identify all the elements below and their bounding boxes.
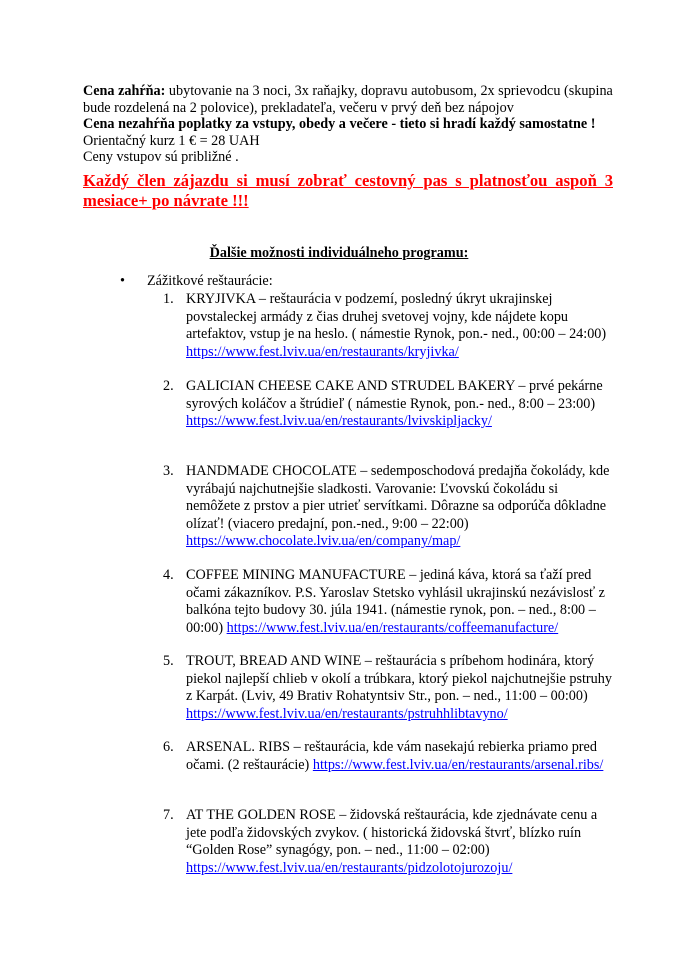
restaurant-link[interactable]: https://www.fest.lviv.ua/en/restaurants/coffeemanufacture/ — [226, 619, 559, 636]
restaurant-description: – sedemposchodová predajňa čokolády, kde vyrábajú najchutnejšie sladkosti. Varovanie: Ľvovskú čokoládu si nemôžete z prstov a pier utrieť servítkami. Dôrazne sa odporúča dôkladne olízať! (viacero predajní, pon.-ned., 9:00 – 22:00) — [186, 463, 610, 532]
price-included-paragraph — [83, 83, 623, 116]
restaurant-description: – prvé pekárne syrových koláčov a štrúdieľ ( námestie Rynok, pon.- ned., 8:00 – 23:00) — [186, 378, 603, 412]
restaurant-link[interactable]: https://www.chocolate.lviv.ua/en/company/map/ — [186, 533, 461, 550]
restaurant-item — [163, 463, 613, 551]
item-number: 5. — [163, 653, 174, 669]
item-number: 4. — [163, 567, 174, 583]
restaurant-description: – jediná káva, ktorá sa ťaží pred očami zákazníkov. P.S. Yaroslav Stetsko vyhlásil ukrajinskú nezávislosť z balkóna tejto budovy 30. júla 1941. (námestie rynok, pon. – ned., 8:00 – 00:00) — [186, 567, 605, 636]
exchange-rate-text: Orientačný kurz 1 € = 28 UAH — [83, 132, 260, 149]
restaurant-description: – reštaurácia, kde vám nasekajú rebierka priamo pred očami. (2 reštaurácie) — [186, 739, 597, 773]
item-number: 2. — [163, 378, 174, 394]
bullet-label: Zážitkové reštaurácie: — [147, 273, 273, 289]
restaurant-item — [163, 291, 613, 361]
price-included-text: ubytovanie na 3 noci, 3x raňajky, dopravu autobusom, 2x sprievodcu (skupina bude rozdelená na 2 polovice), prekladateľa, večeru v prvý deň bez nápojov — [83, 83, 613, 116]
restaurant-link[interactable]: https://www.fest.lviv.ua/en/restaurants/pidzolotojurozoju/ — [186, 859, 513, 876]
restaurant-name: GALICIAN CHEESE CAKE AND STRUDEL BAKERY — [186, 378, 515, 394]
restaurant-name: COFFEE MINING MANUFACTURE — [186, 567, 406, 583]
bullet-icon: • — [120, 273, 125, 289]
item-number: 7. — [163, 807, 174, 823]
passport-warning: Každý člen zájazdu si musí zobrať cestovný pas s platnosťou aspoň 3 mesiace+ po návrate !!! — [83, 171, 613, 210]
restaurant-name: TROUT, BREAD AND WINE — [186, 653, 362, 669]
restaurant-item — [163, 567, 613, 637]
item-number: 1. — [163, 291, 174, 307]
item-number: 3. — [163, 463, 174, 479]
restaurant-link[interactable]: https://www.fest.lviv.ua/en/restaurants/lvivskipljacky/ — [186, 413, 492, 430]
restaurant-name: ARSENAL. RIBS — [186, 739, 291, 755]
restaurant-name: KRYJIVKA — [186, 291, 256, 307]
restaurant-description: – reštaurácia s príbehom hodinára, ktorý piekol najlepší chlieb v okolí a trúbkara, ktorý piekol najchutnejšie pstruhy z Karpát. (Lviv, 49 Brativ Rohatyntsiv Str., pon. – ned., 11:00 – 00:00) — [186, 653, 612, 705]
price-excluded-text: Cena nezahŕňa poplatky za vstupy, obedy a večere - tieto si hradí každý samostatne ! — [83, 116, 596, 133]
restaurant-item — [163, 807, 613, 877]
item-number: 6. — [163, 739, 174, 755]
price-info — [83, 83, 623, 166]
restaurant-name: HANDMADE CHOCOLATE — [186, 463, 357, 479]
restaurant-link[interactable]: https://www.fest.lviv.ua/en/restaurants/kryjivka/ — [186, 343, 459, 360]
section-heading: Ďalšie možnosti individuálneho programu: — [209, 245, 469, 261]
restaurant-item — [163, 378, 613, 431]
restaurant-description: – reštaurácia v podzemí, posledný úkryt ukrajinskej povstaleckej armády z čias druhej svetovej vojny, kde nájdete kopu artefaktov, vstup je na heslo. ( námestie Rynok, pon.- ned., 00:00 – 24:00) — [186, 291, 607, 343]
restaurant-item — [163, 653, 613, 723]
price-included-label: Cena zahŕňa: — [83, 83, 166, 99]
restaurant-name: AT THE GOLDEN ROSE — [186, 807, 336, 823]
entry-prices-note: Ceny vstupov sú približné . — [83, 149, 239, 166]
restaurant-description: – židovská reštaurácia, kde zjednávate cenu a jete podľa židovských zvykov. ( historická židovská štvrť, blízko ruín “Golden Rose” synagógy, pon. – ned., 11:00 – 02:00) — [186, 807, 598, 859]
restaurant-link[interactable]: https://www.fest.lviv.ua/en/restaurants/pstruhhlibtavyno/ — [186, 705, 508, 722]
restaurant-link[interactable]: https://www.fest.lviv.ua/en/restaurants/arsenal.ribs/ — [312, 756, 604, 773]
restaurant-item — [163, 739, 613, 774]
